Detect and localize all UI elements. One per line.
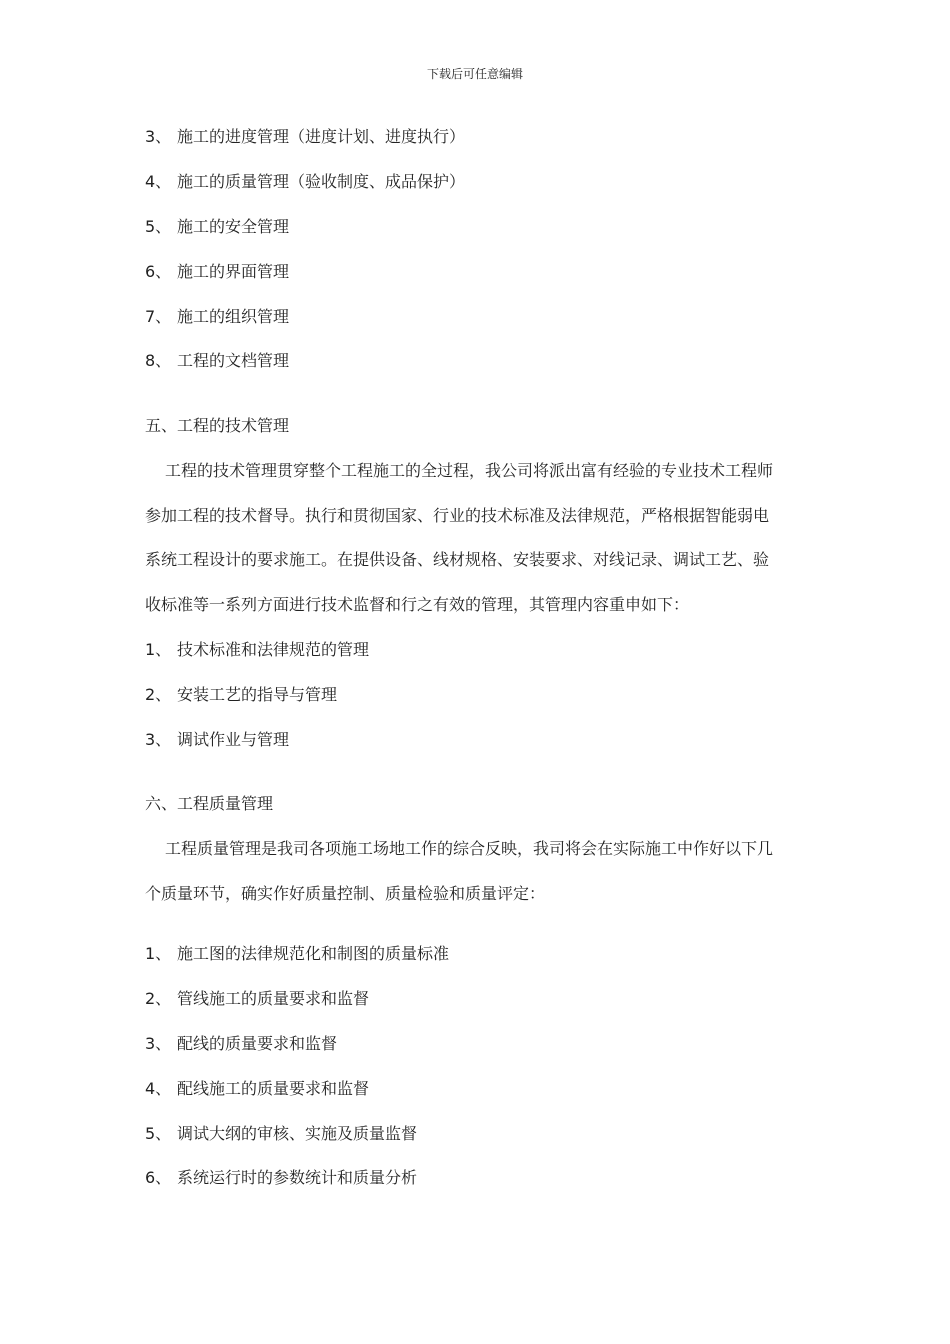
- list-item-number: 1、: [145, 944, 172, 963]
- list-item-text: 施工的组织管理: [177, 307, 290, 326]
- list-item-number: 3、: [145, 1034, 172, 1053]
- list-item-number: 6、: [145, 1168, 172, 1187]
- list-item: [145, 639, 369, 661]
- list-item-text: 配线施工的质量要求和监督: [177, 1079, 370, 1098]
- paragraph-line: 参加工程的技术督导。执行和贯彻国家、行业的技术标准及法律规范，严格根据智能弱电: [145, 506, 770, 525]
- list-item: [145, 171, 465, 193]
- paragraph-line: 工程的技术管理贯穿整个工程施工的全过程，我公司将派出富有经验的专业技术工程师: [165, 461, 774, 480]
- paragraph-line: 工程质量管理是我司各项施工场地工作的综合反映，我司将会在实际施工中作好以下几: [165, 839, 774, 858]
- list-item: [145, 684, 337, 706]
- list-item-number: 5、: [145, 1124, 172, 1143]
- list-item-number: 2、: [145, 685, 172, 704]
- list-item-text: 施工图的法律规范化和制图的质量标准: [177, 944, 450, 963]
- list-item-number: 7、: [145, 307, 172, 326]
- paragraph-line: 个质量环节，确实作好质量控制、质量检验和质量评定：: [145, 884, 546, 903]
- list-item-number: 5、: [145, 217, 172, 236]
- list-item: [145, 350, 289, 372]
- list-item: [145, 1167, 417, 1189]
- section-heading: 六、工程质量管理: [145, 794, 274, 813]
- list-item-text: 调试作业与管理: [177, 730, 290, 749]
- list-item-number: 4、: [145, 1079, 172, 1098]
- list-item: [145, 1123, 417, 1145]
- list-item-number: 4、: [145, 172, 172, 191]
- list-item-text: 工程的文档管理: [177, 351, 290, 370]
- paragraph-line: 系统工程设计的要求施工。在提供设备、线材规格、安装要求、对线记录、调试工艺、验: [145, 550, 770, 569]
- list-item-number: 2、: [145, 989, 172, 1008]
- list-item: [145, 729, 289, 751]
- list-item: [145, 306, 289, 328]
- section-heading: 五、工程的技术管理: [145, 416, 290, 435]
- list-item-number: 6、: [145, 262, 172, 281]
- list-item-text: 施工的质量管理（验收制度、成品保护）: [177, 172, 466, 191]
- list-item-text: 技术标准和法律规范的管理: [177, 640, 370, 659]
- list-item-text: 施工的界面管理: [177, 262, 290, 281]
- list-item-text: 管线施工的质量要求和监督: [177, 989, 370, 1008]
- list-item-text: 施工的进度管理（进度计划、进度执行）: [177, 127, 466, 146]
- list-item-number: 8、: [145, 351, 172, 370]
- paragraph-line: 收标准等一系列方面进行技术监督和行之有效的管理，其管理内容重申如下：: [145, 595, 690, 614]
- list-item: [145, 1078, 369, 1100]
- list-item-text: 配线的质量要求和监督: [177, 1034, 338, 1053]
- list-item-number: 1、: [145, 640, 172, 659]
- list-item: [145, 216, 289, 238]
- list-item-number: 3、: [145, 730, 172, 749]
- list-item: [145, 943, 449, 965]
- list-item: [145, 988, 369, 1010]
- list-item: [145, 261, 289, 283]
- page-header: 下载后可任意编辑: [426, 67, 523, 81]
- list-item: [145, 1033, 337, 1055]
- list-item-text: 施工的安全管理: [177, 217, 290, 236]
- list-item-text: 系统运行时的参数统计和质量分析: [177, 1168, 418, 1187]
- list-item-number: 3、: [145, 127, 172, 146]
- list-item: [145, 126, 465, 148]
- list-item-text: 安装工艺的指导与管理: [177, 685, 338, 704]
- list-item-text: 调试大纲的审核、实施及质量监督: [177, 1124, 418, 1143]
